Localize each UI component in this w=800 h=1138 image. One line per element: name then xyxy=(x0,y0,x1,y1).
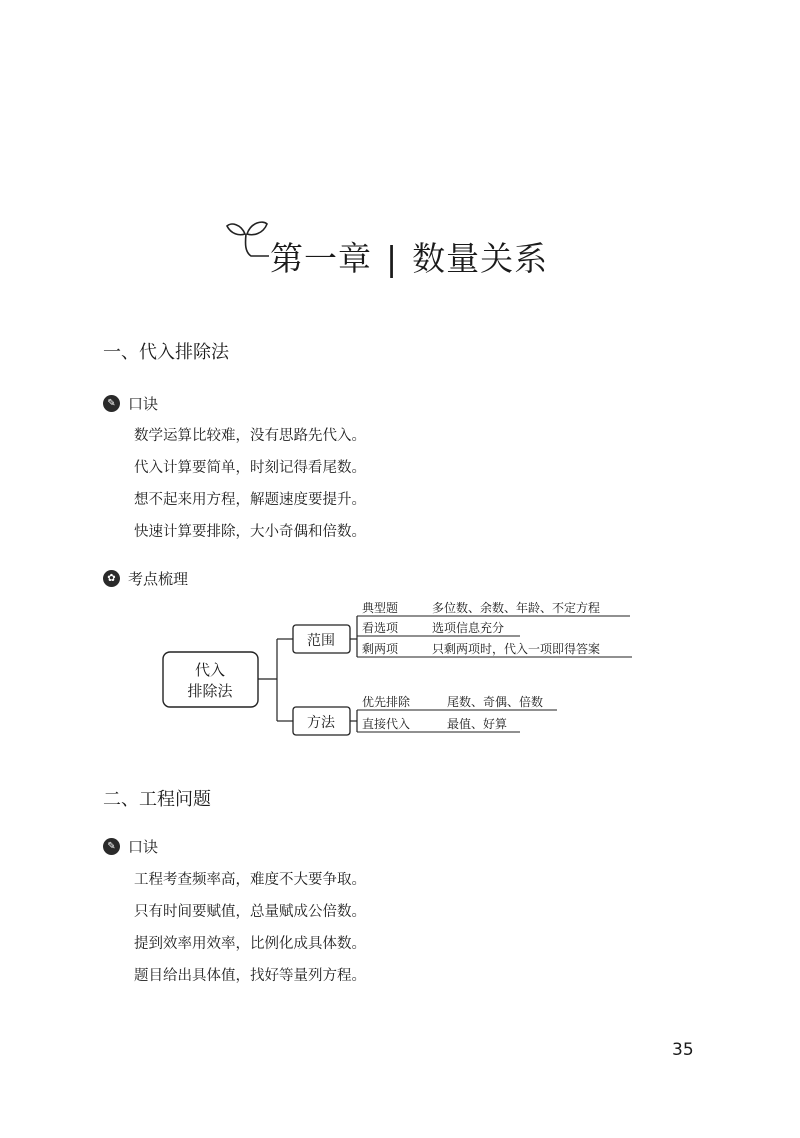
leaf-key: 剩两项 xyxy=(362,642,399,656)
branch-label: 范围 xyxy=(307,633,335,649)
root-line-2: 排除法 xyxy=(187,682,233,700)
leaf-key: 典型题 xyxy=(362,601,399,615)
mnemonic-line: 工程考查频率高，难度不大要争取。 xyxy=(134,872,366,888)
mnemonic-line: 只有时间要赋值，总量赋成公倍数。 xyxy=(134,904,366,920)
mnemonic-label: 口诀 xyxy=(128,395,159,413)
mnemonic-line: 题目给出具体值，找好等量列方程。 xyxy=(134,968,366,984)
root-line-1: 代入 xyxy=(194,661,226,679)
mnemonic-label: 口诀 xyxy=(128,838,159,856)
mnemonic-heading xyxy=(103,836,158,857)
outline-heading xyxy=(103,568,188,589)
leaf-key: 优先排除 xyxy=(362,695,411,709)
leaf-value: 多位数、余数、年龄、不定方程 xyxy=(432,601,601,615)
leaf-value: 选项信息充分 xyxy=(432,621,505,635)
chapter-title xyxy=(270,233,548,280)
chapter-subtitle: 数量关系 xyxy=(412,239,549,278)
leaf-value: 只剩两项时，代入一项即得答案 xyxy=(432,642,601,656)
leaf-value: 尾数、奇偶、倍数 xyxy=(447,695,544,709)
page-number: 35 xyxy=(672,1040,694,1060)
mnemonic-line: 数学运算比较难，没有思路先代入。 xyxy=(134,428,366,444)
mnemonic-heading xyxy=(103,393,158,414)
leaf-key: 直接代入 xyxy=(362,717,411,731)
title-separator: | xyxy=(386,239,399,278)
mnemonic-line: 代入计算要简单，时刻记得看尾数。 xyxy=(134,460,366,476)
mnemonic-badge-icon: ✎ xyxy=(103,838,120,855)
leaf-value: 最值、好算 xyxy=(447,717,508,731)
mnemonic-line: 快速计算要排除，大小奇偶和倍数。 xyxy=(134,524,366,540)
outline-label: 考点梳理 xyxy=(128,570,189,588)
sprout-icon xyxy=(225,214,275,266)
section-heading-substitution: 一、代入排除法 xyxy=(103,342,229,363)
branch-label: 方法 xyxy=(307,715,335,731)
mnemonic-line: 想不起来用方程，解题速度要提升。 xyxy=(134,492,366,508)
chapter-number: 第一章 xyxy=(270,239,372,278)
mnemonic-line: 提到效率用效率，比例化成具体数。 xyxy=(134,936,366,952)
outline-diagram xyxy=(150,595,650,750)
mnemonic-badge-icon: ✎ xyxy=(103,395,120,412)
outline-badge-icon: ✿ xyxy=(103,570,120,587)
leaf-key: 看选项 xyxy=(362,621,399,635)
section-heading-engineering: 二、工程问题 xyxy=(103,789,211,810)
